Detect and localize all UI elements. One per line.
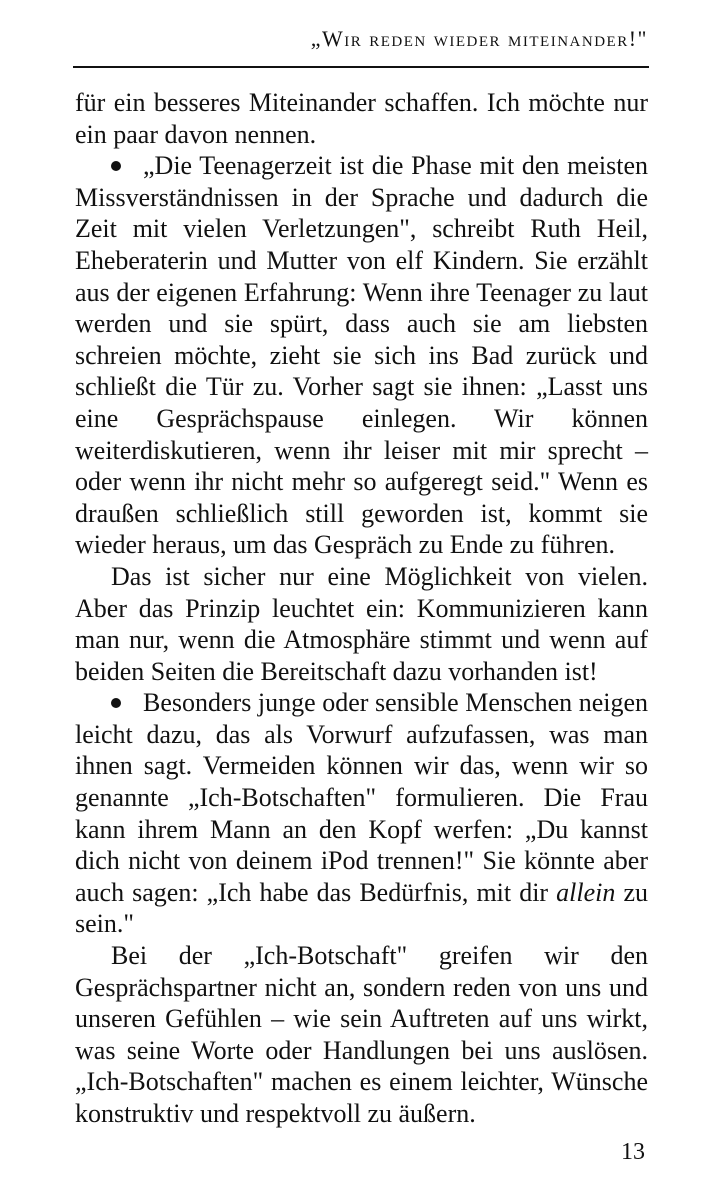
bullet-icon [111,687,143,719]
paragraph-bullet-2 [75,687,648,940]
bullet-icon [111,150,143,182]
paragraph-continuation: für ein besseres Miteinander schaffen. Ich möchte nur ein paar davon nennen. [75,88,648,149]
page-number: 13 [621,1139,645,1165]
bullet-1-text: „Die Teenagerzeit ist die Phase mit den meisten Missverständnissen in der Sprache und dadurch die Zeit mit vielen Verletzungen", schreibt Ruth Heil, Eheberaterin und Mutter von elf Kindern. Sie erzählt aus der eigenen Erfahrung: Wenn ihre Teenager zu laut werden und sie spürt, dass auch sie am liebsten schreien möchte, zieht sie sich ins Bad zurück und schließt die Tür zu. Vorher sagt sie ihnen: „Lasst uns eine Gesprächspause einlegen. Wir können weiterdiskutieren, wenn ihr leiser mit mir sprecht – oder wenn ihr nicht mehr so aufgeregt seid." Wenn es draußen schließlich still geworden ist, kommt sie wieder heraus, um das Gespräch zu Ende zu führen. [75,151,648,560]
paragraph-possibility: Das ist sicher nur eine Möglichkeit von vielen. Aber das Prinzip leuchtet ein: Kommunizieren kann man nur, wenn die Atmosphäre stimmt und wenn auf beiden Seiten die Bereitschaft dazu vorhanden ist! [75,561,648,686]
bullet-2-text-a: Besonders junge oder sensible Menschen neigen leicht dazu, das als Vorwurf aufzufassen, was man ihnen sagt. Vermeiden können wir das, wenn wir so genannte „Ich-Botschaften" formulieren. Die Frau kann ihrem Mann an den Kopf werfen: „Du kannst dich nicht von deinem iPod trennen!" Sie könnte aber auch sagen: „Ich habe das Bedürfnis, mit dir [75,688,648,907]
bullet-2-text-b: zu sein." [75,877,648,939]
paragraph-ich-botschaft: Bei der „Ich-Botschaft" greifen wir den Gesprächspartner nicht an, sondern reden von uns und unseren Gefühlen – wie sein Auftreten auf uns wirkt, was seine Worte oder Handlungen bei uns auslösen. „Ich-Botschaften" machen es einem leichter, Wünsche konstruktiv und respektvoll zu äußern. [75,941,648,1128]
emphasis-allein: allein [556,877,616,907]
header-divider [73,66,649,68]
paragraph-bullet-1 [75,150,648,561]
body-text [75,87,648,1130]
running-title: „Wir reden wieder miteinander!" [310,26,648,51]
